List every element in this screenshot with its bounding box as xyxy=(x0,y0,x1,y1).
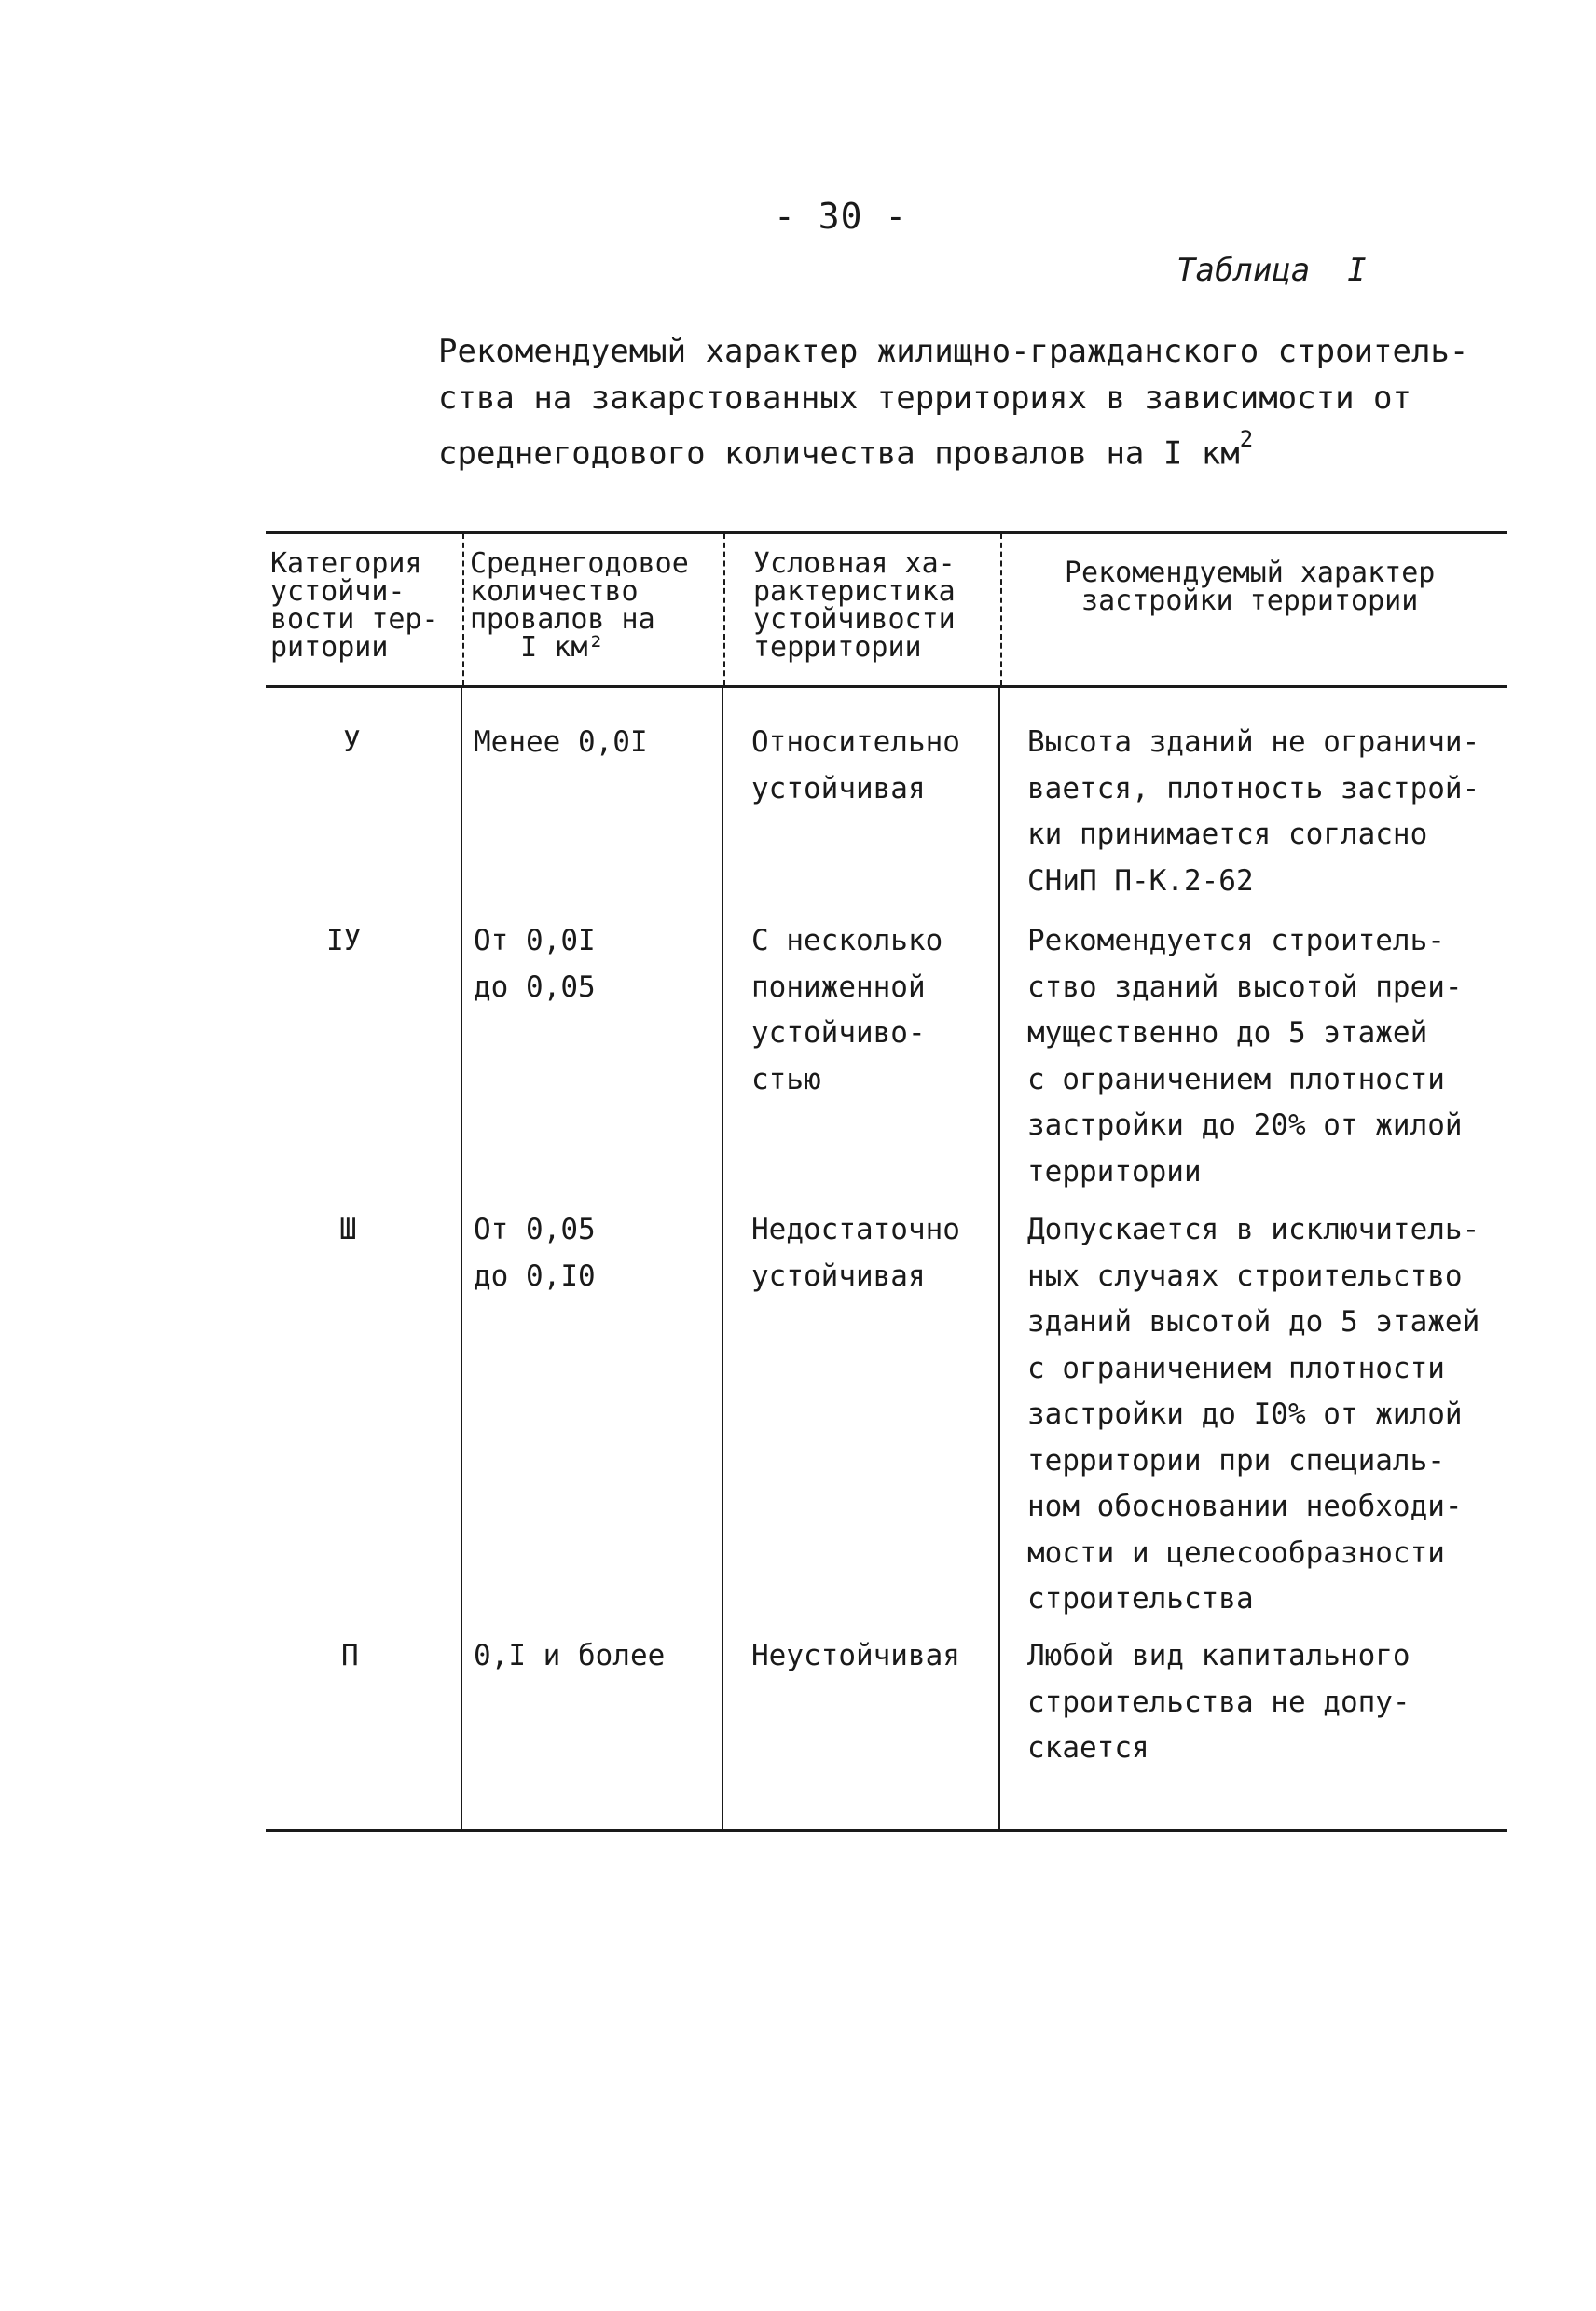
header-category: Категория устойчи- вости тер- ритории xyxy=(270,547,439,664)
column-divider xyxy=(998,688,1000,1829)
header-divider xyxy=(723,533,725,685)
header-divider xyxy=(1000,533,1002,685)
caption-line: ства на закарстованных территориях в зависимости от xyxy=(438,379,1411,417)
cell-recommendation xyxy=(1027,918,1463,1195)
cell-category: У xyxy=(343,725,361,759)
table-top-rule xyxy=(266,531,1507,534)
cell-line: СНиП П-К.2-62 xyxy=(1027,863,1254,898)
cell-line: с ограничением плотности xyxy=(1027,1351,1445,1385)
cell-line: строительства xyxy=(1027,1582,1254,1616)
cell-line: С несколько xyxy=(751,924,943,957)
cell-line: застройки до 20% от жилой xyxy=(1027,1108,1463,1142)
cell-stability xyxy=(751,1207,960,1300)
column-divider xyxy=(461,688,462,1829)
cell-line: пониженной xyxy=(751,970,926,1004)
cell-line: ном обосновании необходи- xyxy=(1027,1490,1463,1523)
cell-line: Неустойчивая xyxy=(751,1639,960,1672)
cell-line: устойчиво- xyxy=(751,1016,926,1050)
cell-category: П xyxy=(341,1639,359,1672)
cell-line: строительства не допу- xyxy=(1027,1685,1410,1719)
cell-line: Высота зданий не ограничи- xyxy=(1027,725,1480,759)
cell-line: ки принимается согласно xyxy=(1027,818,1428,851)
caption-line: Рекомендуемый характер жилищно-гражданского строитель- xyxy=(438,333,1469,370)
cell-line: территории xyxy=(1027,1154,1202,1189)
cell-line: скается xyxy=(1027,1731,1149,1765)
table-number: I xyxy=(1347,252,1367,289)
cell-line: ство зданий высотой преи- xyxy=(1027,970,1463,1004)
cell-stability xyxy=(751,918,942,1103)
caption-superscript: 2 xyxy=(1239,426,1254,452)
cell-line: до 0,05 xyxy=(474,970,596,1004)
cell-sinkholes xyxy=(474,720,648,766)
page-number: - 30 - xyxy=(774,196,908,237)
cell-line: мости и целесообразности xyxy=(1027,1535,1445,1570)
cell-line: От 0,0I xyxy=(474,924,596,957)
cell-line: зданий высотой до 5 этажей xyxy=(1027,1305,1480,1339)
cell-line: Относительно xyxy=(751,725,960,759)
cell-sinkholes xyxy=(474,1207,596,1300)
header-stability: Условная ха- рактеристика устойчивости территории xyxy=(753,547,956,664)
cell-line: до 0,I0 xyxy=(474,1259,596,1293)
cell-recommendation xyxy=(1027,720,1479,904)
cell-line: устойчивая xyxy=(751,771,926,805)
caption-line xyxy=(438,421,1501,476)
cell-sinkholes xyxy=(474,1633,665,1680)
cell-category: Ш xyxy=(339,1213,357,1246)
header-divider xyxy=(462,533,464,685)
cell-line: Любой вид капитального xyxy=(1027,1639,1410,1672)
cell-stability xyxy=(751,720,960,812)
cell-recommendation xyxy=(1027,1207,1479,1623)
cell-sinkholes xyxy=(474,918,596,1011)
header-bottom-rule xyxy=(266,685,1507,688)
cell-stability xyxy=(751,1633,960,1680)
cell-line: 0,I и более xyxy=(474,1639,666,1672)
header-recommendation: Рекомендуемый характер застройки территории xyxy=(1065,557,1436,617)
cell-line: устойчивая xyxy=(751,1259,926,1293)
column-divider xyxy=(722,688,723,1829)
cell-line: ных случаях строительство xyxy=(1027,1259,1463,1293)
cell-recommendation xyxy=(1027,1633,1410,1772)
cell-line: Допускается в исключитель- xyxy=(1027,1213,1480,1246)
cell-line: Рекомендуется строитель- xyxy=(1027,924,1445,957)
cell-line: территории при специаль- xyxy=(1027,1443,1445,1478)
cell-line: Недостаточно xyxy=(751,1213,960,1246)
cell-line: От 0,05 xyxy=(474,1213,596,1246)
cell-line: мущественно до 5 этажей xyxy=(1027,1016,1428,1050)
cell-line: Менее 0,0I xyxy=(474,725,648,759)
cell-line: застройки до I0% от жилой xyxy=(1027,1397,1463,1431)
caption-line-text: среднегодового количества провалов на I км xyxy=(438,434,1240,473)
cell-line: вается, плотность застрой- xyxy=(1027,771,1480,805)
header-sinkholes: Среднегодовое количество провалов на I км² xyxy=(470,547,689,664)
cell-line: стью xyxy=(751,1062,821,1096)
table-bottom-rule xyxy=(266,1829,1507,1832)
table-label-text: Таблица xyxy=(1176,252,1311,289)
cell-category: IУ xyxy=(326,924,362,957)
cell-line: с ограничением плотности xyxy=(1027,1062,1445,1096)
table-label xyxy=(1176,252,1367,289)
table-caption xyxy=(438,328,1501,476)
